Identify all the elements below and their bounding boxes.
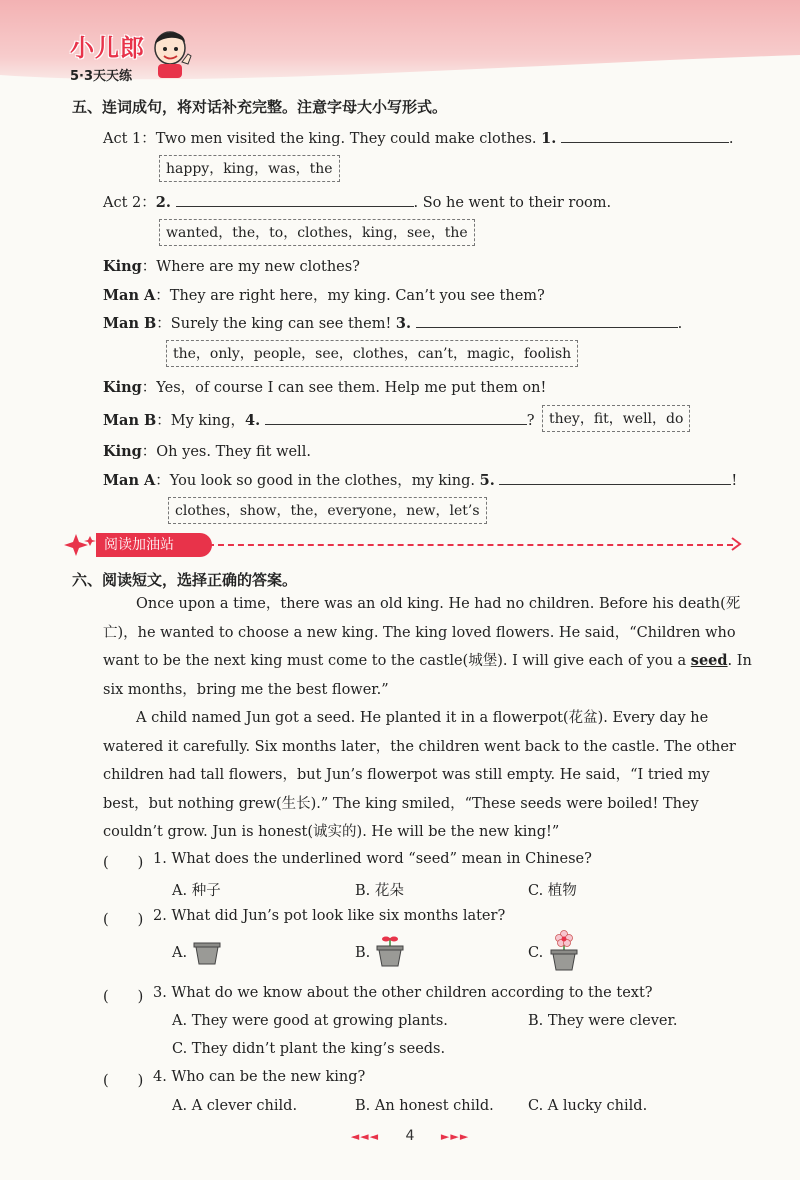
- passage-line: children had tall flowers，but Jun’s flowerpot was still empty. He said，“I tried my: [103, 767, 710, 784]
- dialogue-text: ：Yes，of course I can see them. Help me put them on!: [141, 380, 547, 396]
- passage-line: Once upon a time，there was an old king. He had no children. Before his death(死: [136, 596, 741, 612]
- speaker-label: Man A: [103, 287, 156, 304]
- dialogue-text: ：My king，: [156, 413, 245, 429]
- flower-flowerpot-icon: [548, 930, 580, 972]
- act2-label: Act 2：: [103, 195, 156, 211]
- q2-answer-blank[interactable]: [176, 192, 414, 207]
- passage-line: couldn’t grow. Jun is honest(诚实的). He will be the new king!”: [103, 824, 560, 841]
- dialogue-man-a-2: [103, 469, 737, 490]
- q4-option-a[interactable]: A. A clever child.: [172, 1098, 298, 1114]
- q4-end: ?: [526, 413, 535, 429]
- act2-after: . So he went to their room.: [413, 195, 612, 211]
- q3-end: .: [677, 316, 683, 332]
- q4-number: 4.: [245, 412, 261, 429]
- q3-option-a[interactable]: A. They were good at growing plants.: [172, 1013, 448, 1029]
- passage-line: A child named Jun got a seed. He planted it in a flowerpot(花盆). Every day he: [136, 710, 709, 726]
- speaker-label: King: [103, 379, 142, 396]
- question-1-text: 1. What does the underlined word “seed” mean in Chinese?: [153, 851, 592, 867]
- dialogue-text: ：Where are my new clothes?: [141, 259, 360, 275]
- answer-bracket-q2[interactable]: ( ): [103, 912, 144, 928]
- q1-answer-blank[interactable]: [561, 128, 729, 143]
- q1-option-a[interactable]: A. 种子: [172, 883, 221, 899]
- q5-number: 5.: [479, 472, 495, 489]
- section5-heading: 五、连词成句，将对话补充完整。注意字母大小写形式。: [72, 98, 448, 116]
- q3-option-b[interactable]: B. They were clever.: [528, 1013, 678, 1029]
- question-2-text: 2. What did Jun’s pot look like six months later?: [153, 908, 506, 924]
- sprout-flowerpot-icon: [374, 934, 406, 968]
- act1-text: Two men visited the king. They could make clothes.: [155, 131, 542, 147]
- banner-dashed-line: [208, 544, 733, 546]
- logo-subtitle: 5·3天天练: [70, 69, 133, 84]
- q1-word-hint: happy，king，was，the: [159, 155, 340, 182]
- q2-option-a[interactable]: [172, 945, 187, 961]
- speaker-label: Man A: [103, 472, 156, 489]
- reading-banner-label: 阅读加油站: [96, 533, 212, 557]
- dialogue-king-1: [103, 255, 360, 276]
- q4-option-b[interactable]: B. An honest child.: [355, 1098, 494, 1114]
- passage-paragraph-1: [103, 590, 752, 704]
- passage-line: 亡)，he wanted to choose a new king. The king loved flowers. He said，“Children who: [103, 624, 736, 641]
- q1-option-b[interactable]: B. 花朵: [355, 883, 404, 899]
- dialogue-king-2: [103, 376, 546, 397]
- q5-word-hint: clothes，show，the，everyone，new，let’s: [168, 497, 487, 524]
- option-letter: A.: [172, 945, 188, 961]
- q1-option-c[interactable]: C. 植物: [528, 883, 577, 899]
- q2-word-hint: wanted，the，to，clothes，king，see，the: [159, 219, 475, 246]
- dialogue-text: ：Oh yes. They fit well.: [141, 444, 311, 460]
- act1-label: Act 1：: [103, 131, 156, 147]
- dialogue-man-b-1: [103, 312, 682, 333]
- page-footer: [350, 1128, 470, 1144]
- act1-line: [103, 127, 734, 148]
- dialogue-text: ：They are right here，my king. Can’t you see them?: [155, 288, 545, 304]
- q2-number: 2.: [155, 194, 171, 211]
- page-number: 4: [405, 1128, 415, 1144]
- answer-bracket-q1[interactable]: ( ): [103, 855, 144, 871]
- empty-flowerpot-icon: [192, 940, 222, 966]
- section6-heading: 六、阅读短文，选择正确的答案。: [72, 571, 298, 589]
- question-4-text: 4. Who can be the new king?: [153, 1069, 366, 1085]
- act2-line: [103, 191, 611, 212]
- speaker-label: Man B: [103, 412, 157, 429]
- left-arrows-icon: ◄◄◄: [350, 1130, 380, 1143]
- passage-text: want to be the next king must come to the castle(城堡). I will give each of you a: [103, 653, 691, 670]
- q3-number: 3.: [395, 315, 412, 332]
- mascot-boy-icon: [148, 24, 196, 80]
- passage-text: . In: [727, 653, 752, 670]
- dialogue-king-3: [103, 440, 311, 461]
- speaker-label: King: [103, 258, 142, 275]
- dialogue-man-a-1: [103, 284, 545, 305]
- arrow-right-icon: [730, 537, 742, 551]
- q3-word-hint: the，only，people，see，clothes，can’t，magic，foolish: [166, 340, 578, 367]
- q4-word-hint: they，fit，well，do: [542, 405, 690, 432]
- sparkle-icon: [64, 532, 98, 558]
- q3-answer-blank[interactable]: [416, 313, 678, 328]
- q1-number: 1.: [541, 130, 557, 147]
- option-letter: B.: [355, 945, 371, 961]
- right-arrows-icon: ►►►: [440, 1130, 470, 1143]
- q4-answer-blank[interactable]: [265, 410, 527, 425]
- speaker-label: Man B: [103, 315, 157, 332]
- q5-answer-blank[interactable]: [499, 470, 731, 485]
- answer-bracket-q4[interactable]: ( ): [103, 1073, 144, 1089]
- answer-bracket-q3[interactable]: ( ): [103, 989, 144, 1005]
- passage-line: six months，bring me the best flower.”: [103, 681, 389, 698]
- dialogue-text: ：You look so good in the clothes，my king.: [155, 473, 480, 489]
- underlined-word-seed: seed: [690, 652, 728, 670]
- passage-line: best，but nothing grew(生长).” The king smiled，“These seeds were boiled! They: [103, 795, 699, 812]
- passage-paragraph-2: [103, 704, 743, 847]
- q5-end: !: [731, 473, 738, 489]
- question-3-text: 3. What do we know about the other children according to the text?: [153, 985, 653, 1001]
- logo: [70, 28, 145, 84]
- q3-option-c[interactable]: C. They didn’t plant the king’s seeds.: [172, 1041, 446, 1057]
- q2-option-b[interactable]: [355, 945, 370, 961]
- option-letter: C.: [528, 945, 544, 961]
- q4-option-c[interactable]: C. A lucky child.: [528, 1098, 648, 1114]
- q1-end: .: [728, 131, 734, 147]
- speaker-label: King: [103, 443, 142, 460]
- q2-option-c[interactable]: [528, 945, 543, 961]
- logo-title: 小儿郎: [70, 34, 145, 62]
- passage-line: [103, 647, 752, 676]
- passage-line: watered it carefully. Six months later，the children went back to the castle. The other: [103, 738, 736, 755]
- dialogue-man-b-2: [103, 409, 535, 430]
- dialogue-text: ：Surely the king can see them!: [156, 316, 396, 332]
